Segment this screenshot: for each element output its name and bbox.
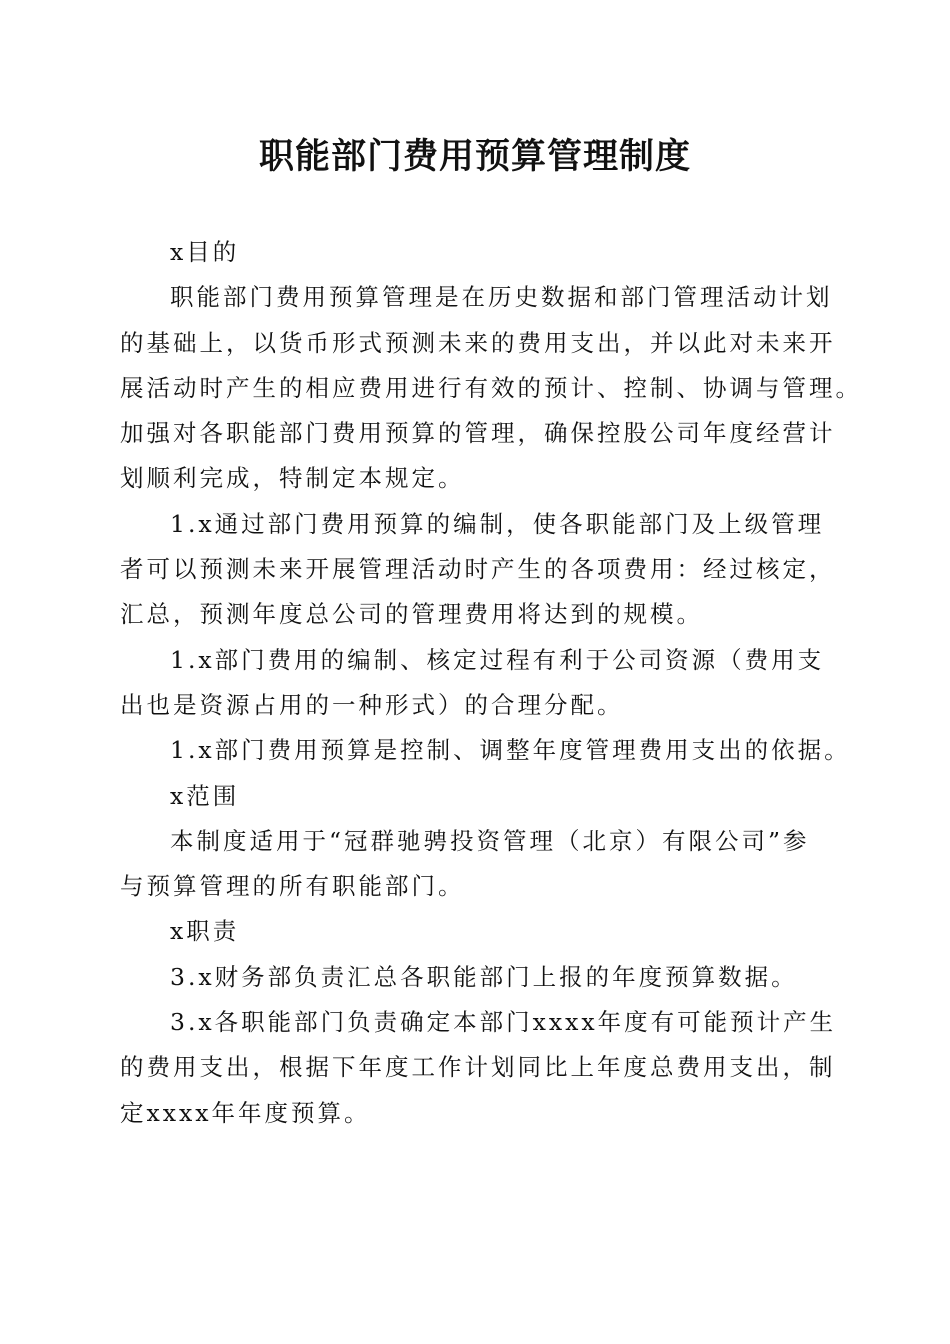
section-heading-purpose: x目的: [170, 238, 240, 266]
paragraph-line: 本制度适用于“冠群驰骋投资管理（北京）有限公司”参: [170, 826, 810, 855]
section-heading-scope: x范围: [170, 781, 240, 810]
paragraph-line: 划顺利完成，特制定本规定。: [120, 464, 465, 493]
paragraph-line: 3.x各职能部门负责确定本部门xxxx年度有可能预计产生: [170, 1008, 837, 1037]
document-title: 职能部门费用预算管理制度: [258, 136, 691, 177]
paragraph-line: 者可以预测未来开展管理活动时产生的各项费用：经过核定，: [120, 555, 836, 584]
paragraph-line: 1.x通过部门费用预算的编制，使各职能部门及上级管理: [170, 509, 825, 538]
paragraph-line: 的费用支出，根据下年度工作计划同比上年度总费用支出，制: [120, 1053, 836, 1082]
paragraph-line: 定xxxx年年度预算。: [120, 1098, 371, 1127]
paragraph-line: 出也是资源占用的一种形式）的合理分配。: [120, 690, 624, 719]
paragraph-line: 加强对各职能部门费用预算的管理，确保控股公司年度经营计: [120, 419, 836, 448]
paragraph-line: 1.x部门费用预算是控制、调整年度管理费用支出的依据。: [170, 736, 851, 765]
paragraph-line: 展活动时产生的相应费用进行有效的预计、控制、协调与管理。: [120, 373, 862, 402]
paragraph-line: 3.x财务部负责汇总各职能部门上报的年度预算数据。: [170, 962, 798, 991]
document-body: [120, 230, 862, 1136]
paragraph-line: 与预算管理的所有职能部门。: [120, 872, 465, 901]
paragraph-line: 1.x部门费用的编制、核定过程有利于公司资源（费用支: [170, 645, 825, 674]
paragraph-line: 职能部门费用预算管理是在历史数据和部门管理活动计划: [170, 283, 833, 312]
paragraph-line: 的基础上，以货币形式预测未来的费用支出，并以此对未来开: [120, 328, 836, 357]
paragraph-line: 汇总，预测年度总公司的管理费用将达到的规模。: [120, 600, 703, 629]
section-heading-responsibilities: x职责: [170, 917, 240, 946]
